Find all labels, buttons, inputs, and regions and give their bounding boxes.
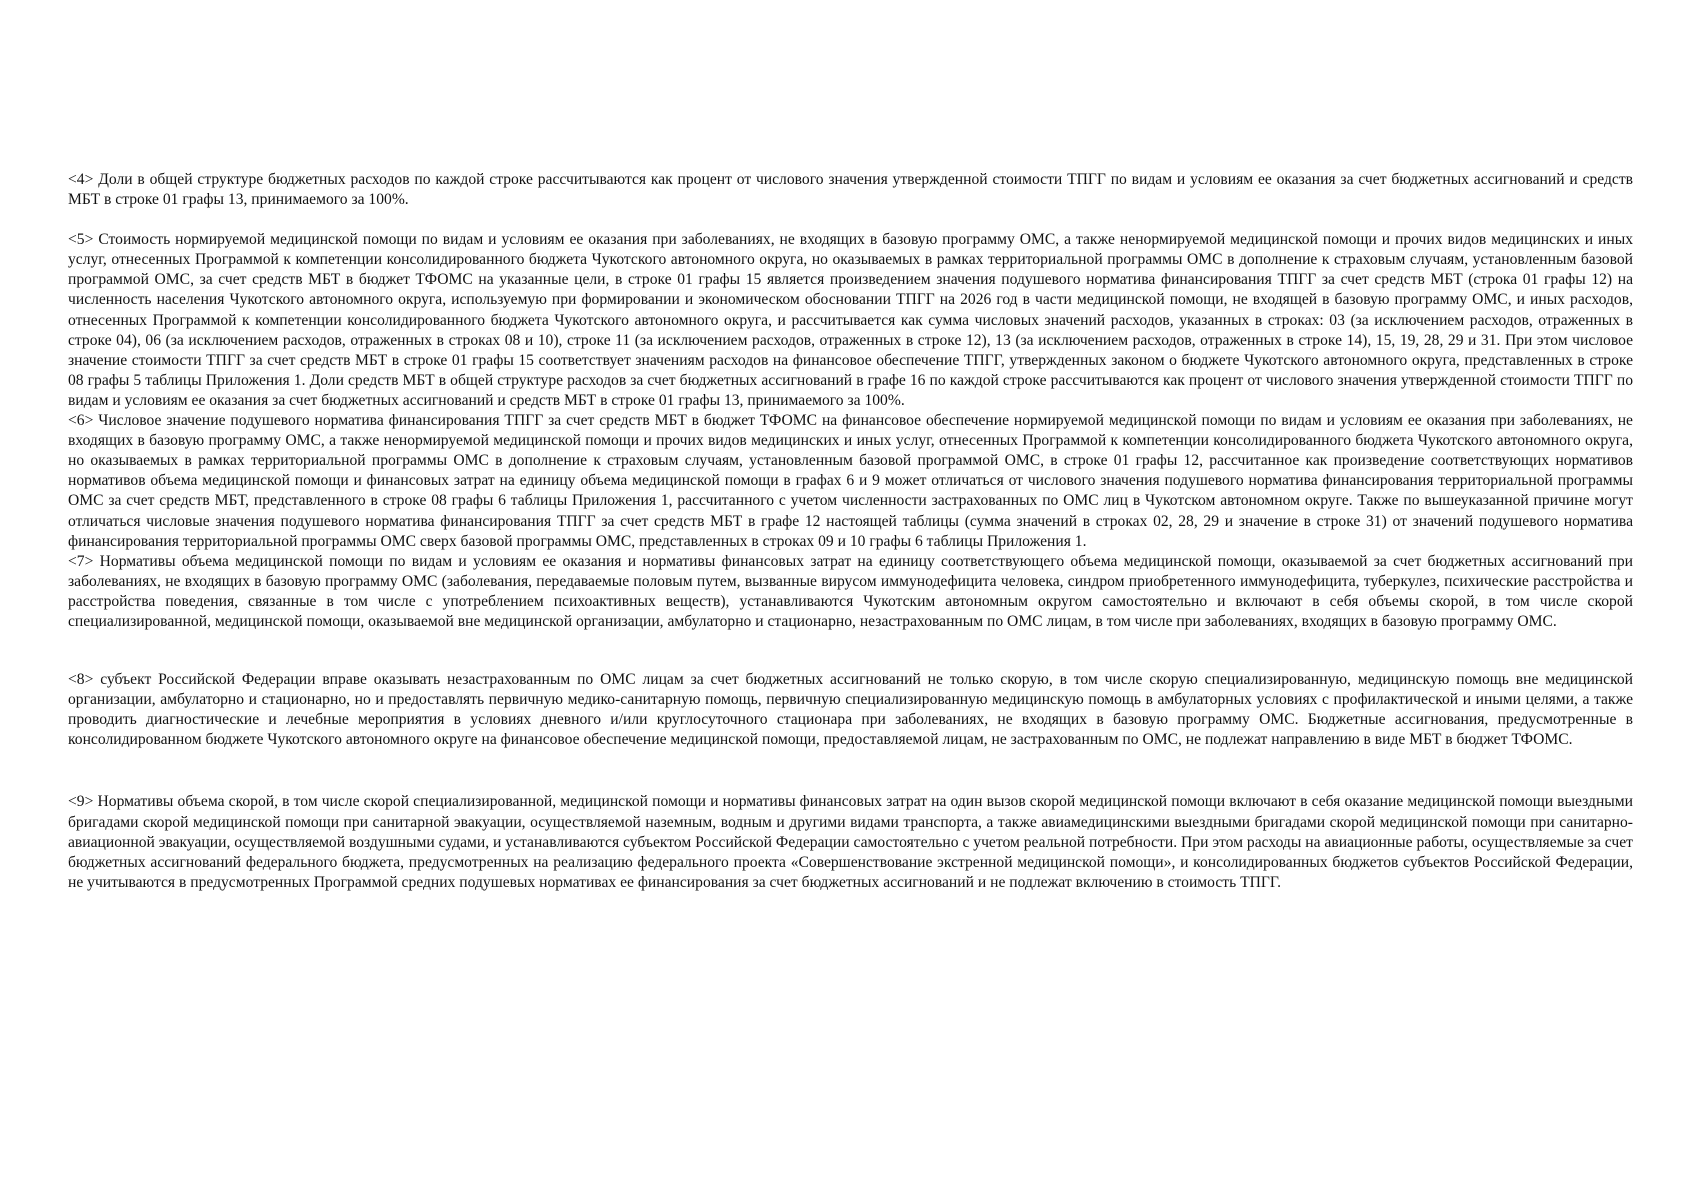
footnote-marker: <5> [68,231,94,249]
footnote-marker: <8> [68,671,94,689]
footnote-8 [68,670,1633,750]
footnote-5 [68,230,1633,411]
footnote-9 [68,792,1633,892]
footnote-marker: <9> [68,793,94,811]
footnote-text: Числовое значение подушевого норматива финансирования ТПГГ за счет средств МБТ в бюджет ТФОМС на финансовое обеспечение нормируемой медицинской помощи по видам и условиям ее оказания при заболеваниях, не входящих в базовую программу ОМС, а также ненормируемой медицинской помощи и прочих видов медицинских и иных услуг, отнесенных Программой к компетенции консолидированного бюджета Чукотского автономного округа, но оказываемых в рамках территориальной программы ОМС в дополнение к страховым случаям, установленным базовой программой ОМС, в строке 01 графы 12, рассчитанное как произведение соответствующих нормативов нормативов объема медицинской помощи и финансовых затрат на единицу объема медицинской помощи в графах 6 и 9 может отличаться от числового значения подушевого норматива финансирования территориальной программы ОМС за счет средств МБТ, представленного в строке 08 графы 6 таблицы Приложения 1, рассчитанного с учетом численности застрахованных по ОМС лиц в Чукотском автономном округе. Также по вышеуказанной причине могут отличаться числовые значения подушевого норматива финансирования ТПГГ за счет средств МБТ в графе 12 настоящей таблицы (сумма значений в строках 02, 28, 29 и значение в строке 31) от значений подушевого норматива финансирования территориальной программы ОМС сверх базовой программы ОМС, представленных в строках 09 и 10 графы 6 таблицы Приложения 1. [68,412,1633,550]
footnote-marker: <7> [68,552,94,570]
footnote-4 [68,170,1633,210]
footnote-marker: <6> [68,412,94,430]
footnote-marker: <4> [68,171,94,188]
footnote-text: Стоимость нормируемой медицинской помощи по видам и условиям ее оказания при заболеваниях, не входящих в базовую программу ОМС, а также ненормируемой медицинской помощи и прочих видов медицинских и иных услуг, отнесенных Программой к компетенции консолидированного бюджета Чукотского автономного округа, но оказываемых в рамках территориальной программы ОМС в дополнение к страховым случаям, установленным базовой программой ОМС, за счет средств МБТ в бюджет ТФОМС на указанные цели, в строке 01 графы 15 является произведением значения подушевого норматива финансирования ТПГГ за счет средств МБТ (строка 01 графы 12) на численность населения Чукотского автономного округа, используемую при формировании и экономическом обосновании ТПГГ на 2026 год в части медицинской помощи, не входящей в базовую программу ОМС, и иных расходов, отнесенных Программой к компетенции консолидированного бюджета Чукотского автономного округа, и рассчитывается как сумма числовых значений расходов, указанных в строках: 03 (за исключением расходов, отраженных в строке 04), 06 (за исключением расходов, отраженных в строках 08 и 10), строке 11 (за исключением расходов, отраженных в строке 12), 13 (за исключением расходов, отраженных в строке 14), 15, 19, 28, 29 и 31. При этом числовое значение стоимости ТПГГ за счет средств МБТ в строке 01 графы 15 соответствует значениям расходов на финансовое обеспечение ТПГГ, утвержденных законом о бюджете Чукотского автономного округа, представленных в строке 08 графы 5 таблицы Приложения 1. Доли средств МБТ в общей структуре расходов за счет бюджетных ассигнований в графе 16 по каждой строке рассчитываются как процент от числового значения утвержденной стоимости ТПГГ по видам и условиям ее оказания за счет бюджетных ассигнований и средств МБТ в строке 01 графы 13, принимаемого за 100%. [68,231,1634,409]
footnote-7 [68,552,1633,632]
document-page [68,170,1633,893]
footnote-text: Нормативы объема скорой, в том числе скорой специализированной, медицинской помощи и нормативы финансовых затрат на один вызов скорой медицинской помощи включают в себя оказание медицинской помощи выездными бригадами скорой медицинской помощи при санитарной эвакуации, осуществляемой наземным, водным и другими видами транспорта, а также авиамедицинскими выездными бригадами скорой медицинской помощи при санитарно-авиационной эвакуации, осуществляемой воздушными судами, и устанавливаются субъектом Российской Федерации самостоятельно с учетом реальной потребности. При этом расходы на авиационные работы, осуществляемые за счет бюджетных ассигнований федерального бюджета, предусмотренных на реализацию федерального проекта «Совершенствование экстренной медицинской помощи», и консолидированных бюджетов субъектов Российской Федерации, не учитываются в предусмотренных Программой средних подушевых нормативах ее финансирования за счет бюджетных ассигнований и не подлежат включению в стоимость ТПГГ. [68,793,1633,891]
footnote-text: субъект Российской Федерации вправе оказывать незастрахованным по ОМС лицам за счет бюджетных ассигнований не только скорую, в том числе скорую специализированную, медицинскую помощь вне медицинской организации, амбулаторно и стационарно, но и предоставлять первичную медико-санитарную помощь, первичную специализированную медицинскую помощь в амбулаторных условиях с профилактической и иными целями, а также проводить диагностические и лечебные мероприятия в условиях дневного и/или круглосуточного стационара при заболеваниях, не входящих в базовую программу ОМС. Бюджетные ассигнования, предусмотренные в консолидированном бюджете Чукотского автономного округе на финансовое обеспечение медицинской помощи, предоставляемой лицам, не застрахованным по ОМС, не подлежат направлению в виде МБТ в бюджет ТФОМС. [68,671,1633,749]
footnote-text: Доли в общей структуре бюджетных расходов по каждой строке рассчитываются как процент от числового значения утвержденной стоимости ТПГГ по видам и условиям ее оказания за счет бюджетных ассигнований и средств МБТ в строке 01 графы 13, принимаемого за 100%. [68,171,1633,209]
footnote-text: Нормативы объема медицинской помощи по видам и условиям ее оказания и нормативы финансовых затрат на единицу соответствующего объема медицинской помощи, оказываемой за счет бюджетных ассигнований при заболеваниях, не входящих в базовую программу ОМС (заболевания, передаваемые половым путем, вызванные вирусом иммунодефицита человека, синдром приобретенного иммунодефицита, туберкулез, психические расстройства и расстройства поведения, связанные в том числе с употреблением психоактивных веществ), устанавливаются Чукотским автономным округом самостоятельно и включают в себя объемы скорой, в том числе скорой специализированной, медицинской помощи, оказываемой вне медицинской организации, амбулаторно и стационарно, незастрахованным по ОМС лицам, в том числе при заболеваниях, входящих в базовую программу ОМС. [68,552,1633,630]
footnote-6 [68,411,1633,552]
